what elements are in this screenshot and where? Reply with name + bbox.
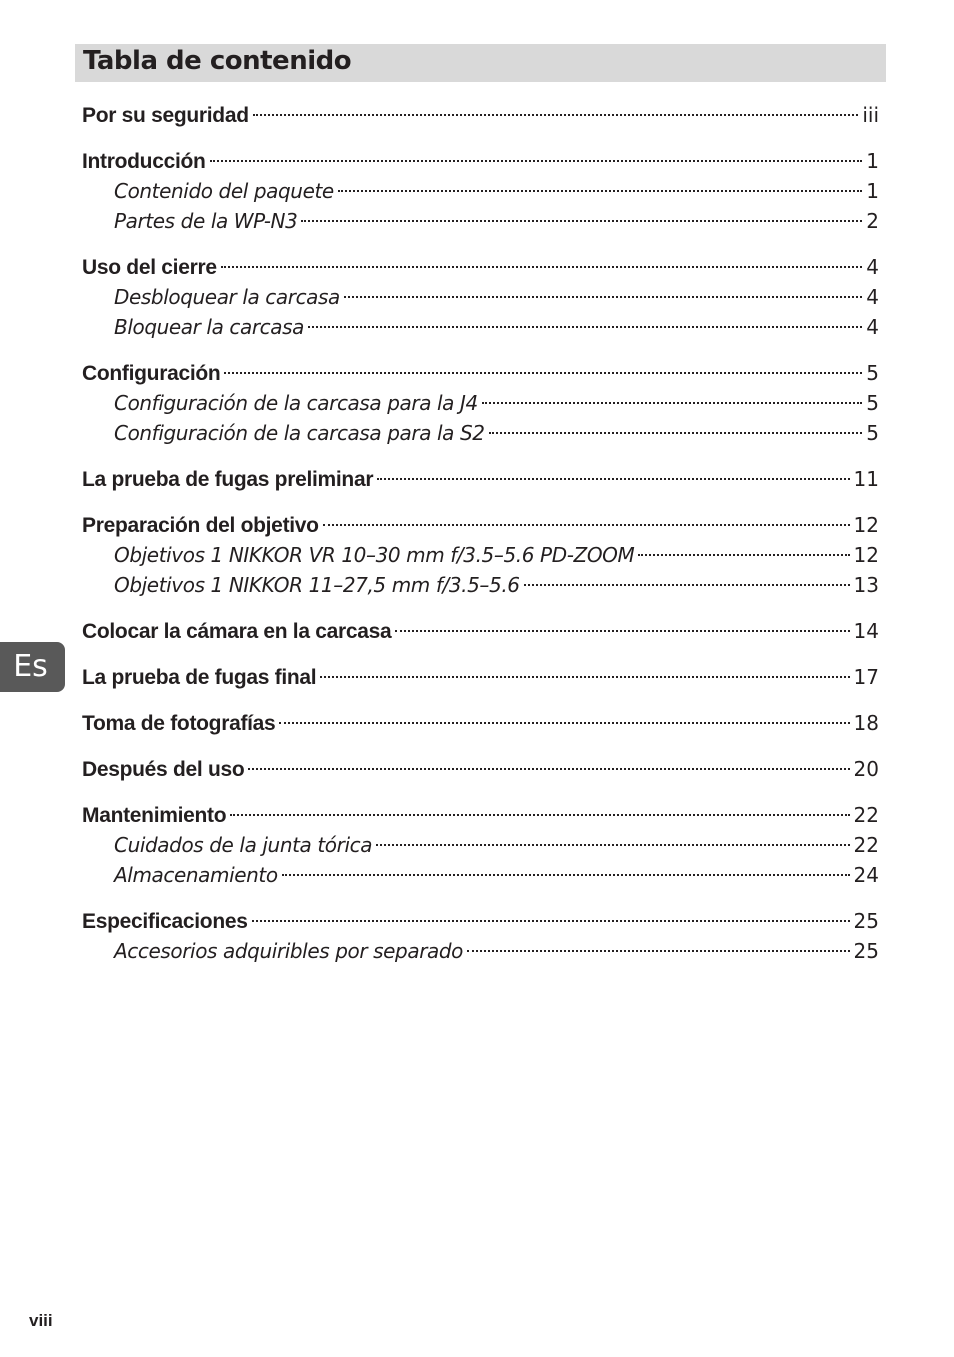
toc-entry[interactable]	[82, 358, 879, 388]
toc-entry[interactable]	[82, 146, 879, 176]
toc-section	[82, 146, 879, 236]
dot-leader	[323, 524, 850, 526]
toc-entry[interactable]	[82, 662, 879, 692]
toc-entry-title: Uso del cierre	[82, 256, 217, 279]
dot-leader	[376, 844, 849, 846]
toc-entry-title: La prueba de fugas final	[82, 666, 317, 689]
toc-entry-page: 4	[866, 255, 879, 279]
toc-entry-title: Almacenamiento	[114, 863, 278, 887]
toc-entry-page: 5	[866, 421, 879, 445]
toc-section	[82, 754, 879, 784]
dot-leader	[224, 372, 862, 374]
toc-subentry[interactable]	[82, 206, 879, 236]
dot-leader	[320, 676, 849, 678]
dot-leader	[230, 814, 849, 816]
toc-entry[interactable]	[82, 708, 879, 738]
toc-entry-title: Toma de fotografías	[82, 712, 276, 735]
toc-subentry[interactable]	[82, 830, 879, 860]
toc-section	[82, 616, 879, 646]
dot-leader	[489, 432, 863, 434]
toc-entry-title: Por su seguridad	[82, 104, 249, 127]
toc-entry-page: 2	[866, 209, 879, 233]
toc-entry[interactable]	[82, 100, 879, 130]
dot-leader	[638, 554, 849, 556]
toc-entry[interactable]	[82, 800, 879, 830]
language-tab: Es	[0, 642, 65, 692]
dot-leader	[467, 950, 850, 952]
toc-section	[82, 510, 879, 600]
toc-subentry[interactable]	[82, 418, 879, 448]
toc-entry-page: 25	[853, 909, 879, 933]
toc-subentry[interactable]	[82, 312, 879, 342]
toc-entry-page: 14	[853, 619, 879, 643]
toc-entry-page: 20	[853, 757, 879, 781]
dot-leader	[221, 266, 863, 268]
toc-entry-page: 24	[853, 863, 879, 887]
toc-entry-page: 5	[866, 391, 879, 415]
dot-leader	[344, 296, 862, 298]
toc-section	[82, 708, 879, 738]
dot-leader	[377, 478, 849, 480]
toc-section	[82, 358, 879, 448]
toc-subentry[interactable]	[82, 860, 879, 890]
dot-leader	[308, 326, 862, 328]
toc-entry-title: Contenido del paquete	[114, 179, 334, 203]
toc-subentry[interactable]	[82, 388, 879, 418]
toc-entry-title: Cuidados de la junta tórica	[114, 833, 373, 857]
toc-section	[82, 800, 879, 890]
toc-entry[interactable]	[82, 252, 879, 282]
toc-entry-title: Bloquear la carcasa	[114, 315, 304, 339]
page-number: viii	[29, 1311, 53, 1330]
toc-entry-title: Configuración	[82, 362, 221, 385]
toc-entry-page: 18	[853, 711, 879, 735]
toc-subentry[interactable]	[82, 282, 879, 312]
toc-entry[interactable]	[82, 754, 879, 784]
toc-entry-page: 1	[866, 179, 879, 203]
toc-entry-title: Preparación del objetivo	[82, 514, 319, 537]
dot-leader	[252, 920, 850, 922]
toc-entry-title: Objetivos 1 NIKKOR 11–27,5 mm f/3.5–5.6	[114, 573, 520, 597]
toc-entry-page: 22	[853, 833, 879, 857]
toc-subentry[interactable]	[82, 176, 879, 206]
dot-leader	[524, 584, 850, 586]
toc-entry-page: 5	[866, 361, 879, 385]
toc-entry-title: Introducción	[82, 150, 206, 173]
toc-entry-title: Mantenimiento	[82, 804, 227, 827]
dot-leader	[301, 220, 862, 222]
toc-section	[82, 252, 879, 342]
toc-entry-title: Desbloquear la carcasa	[114, 285, 340, 309]
toc-subentry[interactable]	[82, 936, 879, 966]
toc-entry-page: 22	[853, 803, 879, 827]
toc-entry-title: Después del uso	[82, 758, 245, 781]
page-title: Tabla de contenido	[83, 46, 352, 76]
toc-section	[82, 100, 879, 130]
toc-entry-page: 17	[853, 665, 879, 689]
toc-entry-title: La prueba de fugas preliminar	[82, 468, 374, 491]
header-bar	[75, 44, 886, 82]
toc-entry-page: 4	[866, 315, 879, 339]
toc-entry-title: Colocar la cámara en la carcasa	[82, 620, 392, 643]
toc-entry-page: iii	[862, 103, 879, 127]
toc-entry[interactable]	[82, 510, 879, 540]
toc-entry[interactable]	[82, 616, 879, 646]
table-of-contents	[82, 100, 879, 982]
toc-entry-page: 11	[853, 467, 879, 491]
toc-entry[interactable]	[82, 464, 879, 494]
toc-entry-title: Accesorios adquiribles por separado	[114, 939, 464, 963]
toc-entry-page: 1	[866, 149, 879, 173]
dot-leader	[395, 630, 849, 632]
toc-entry-page: 12	[853, 513, 879, 537]
toc-section	[82, 464, 879, 494]
toc-entry-title: Objetivos 1 NIKKOR VR 10–30 mm f/3.5–5.6 PD-ZOOM	[114, 543, 635, 567]
toc-entry-page: 25	[853, 939, 879, 963]
dot-leader	[338, 190, 862, 192]
toc-entry-page: 4	[866, 285, 879, 309]
toc-entry-title: Configuración de la carcasa para la J4	[114, 391, 478, 415]
toc-section	[82, 662, 879, 692]
toc-subentry[interactable]	[82, 540, 879, 570]
toc-subentry[interactable]	[82, 570, 879, 600]
toc-entry-title: Especificaciones	[82, 910, 248, 933]
dot-leader	[248, 768, 849, 770]
toc-section	[82, 906, 879, 966]
toc-entry-page: 12	[853, 543, 879, 567]
toc-entry-title: Partes de la WP-N3	[114, 209, 298, 233]
dot-leader	[282, 874, 850, 876]
dot-leader	[210, 160, 863, 162]
toc-entry[interactable]	[82, 906, 879, 936]
dot-leader	[279, 722, 849, 724]
dot-leader	[482, 402, 862, 404]
toc-entry-title: Configuración de la carcasa para la S2	[114, 421, 485, 445]
toc-entry-page: 13	[853, 573, 879, 597]
dot-leader	[253, 114, 859, 116]
